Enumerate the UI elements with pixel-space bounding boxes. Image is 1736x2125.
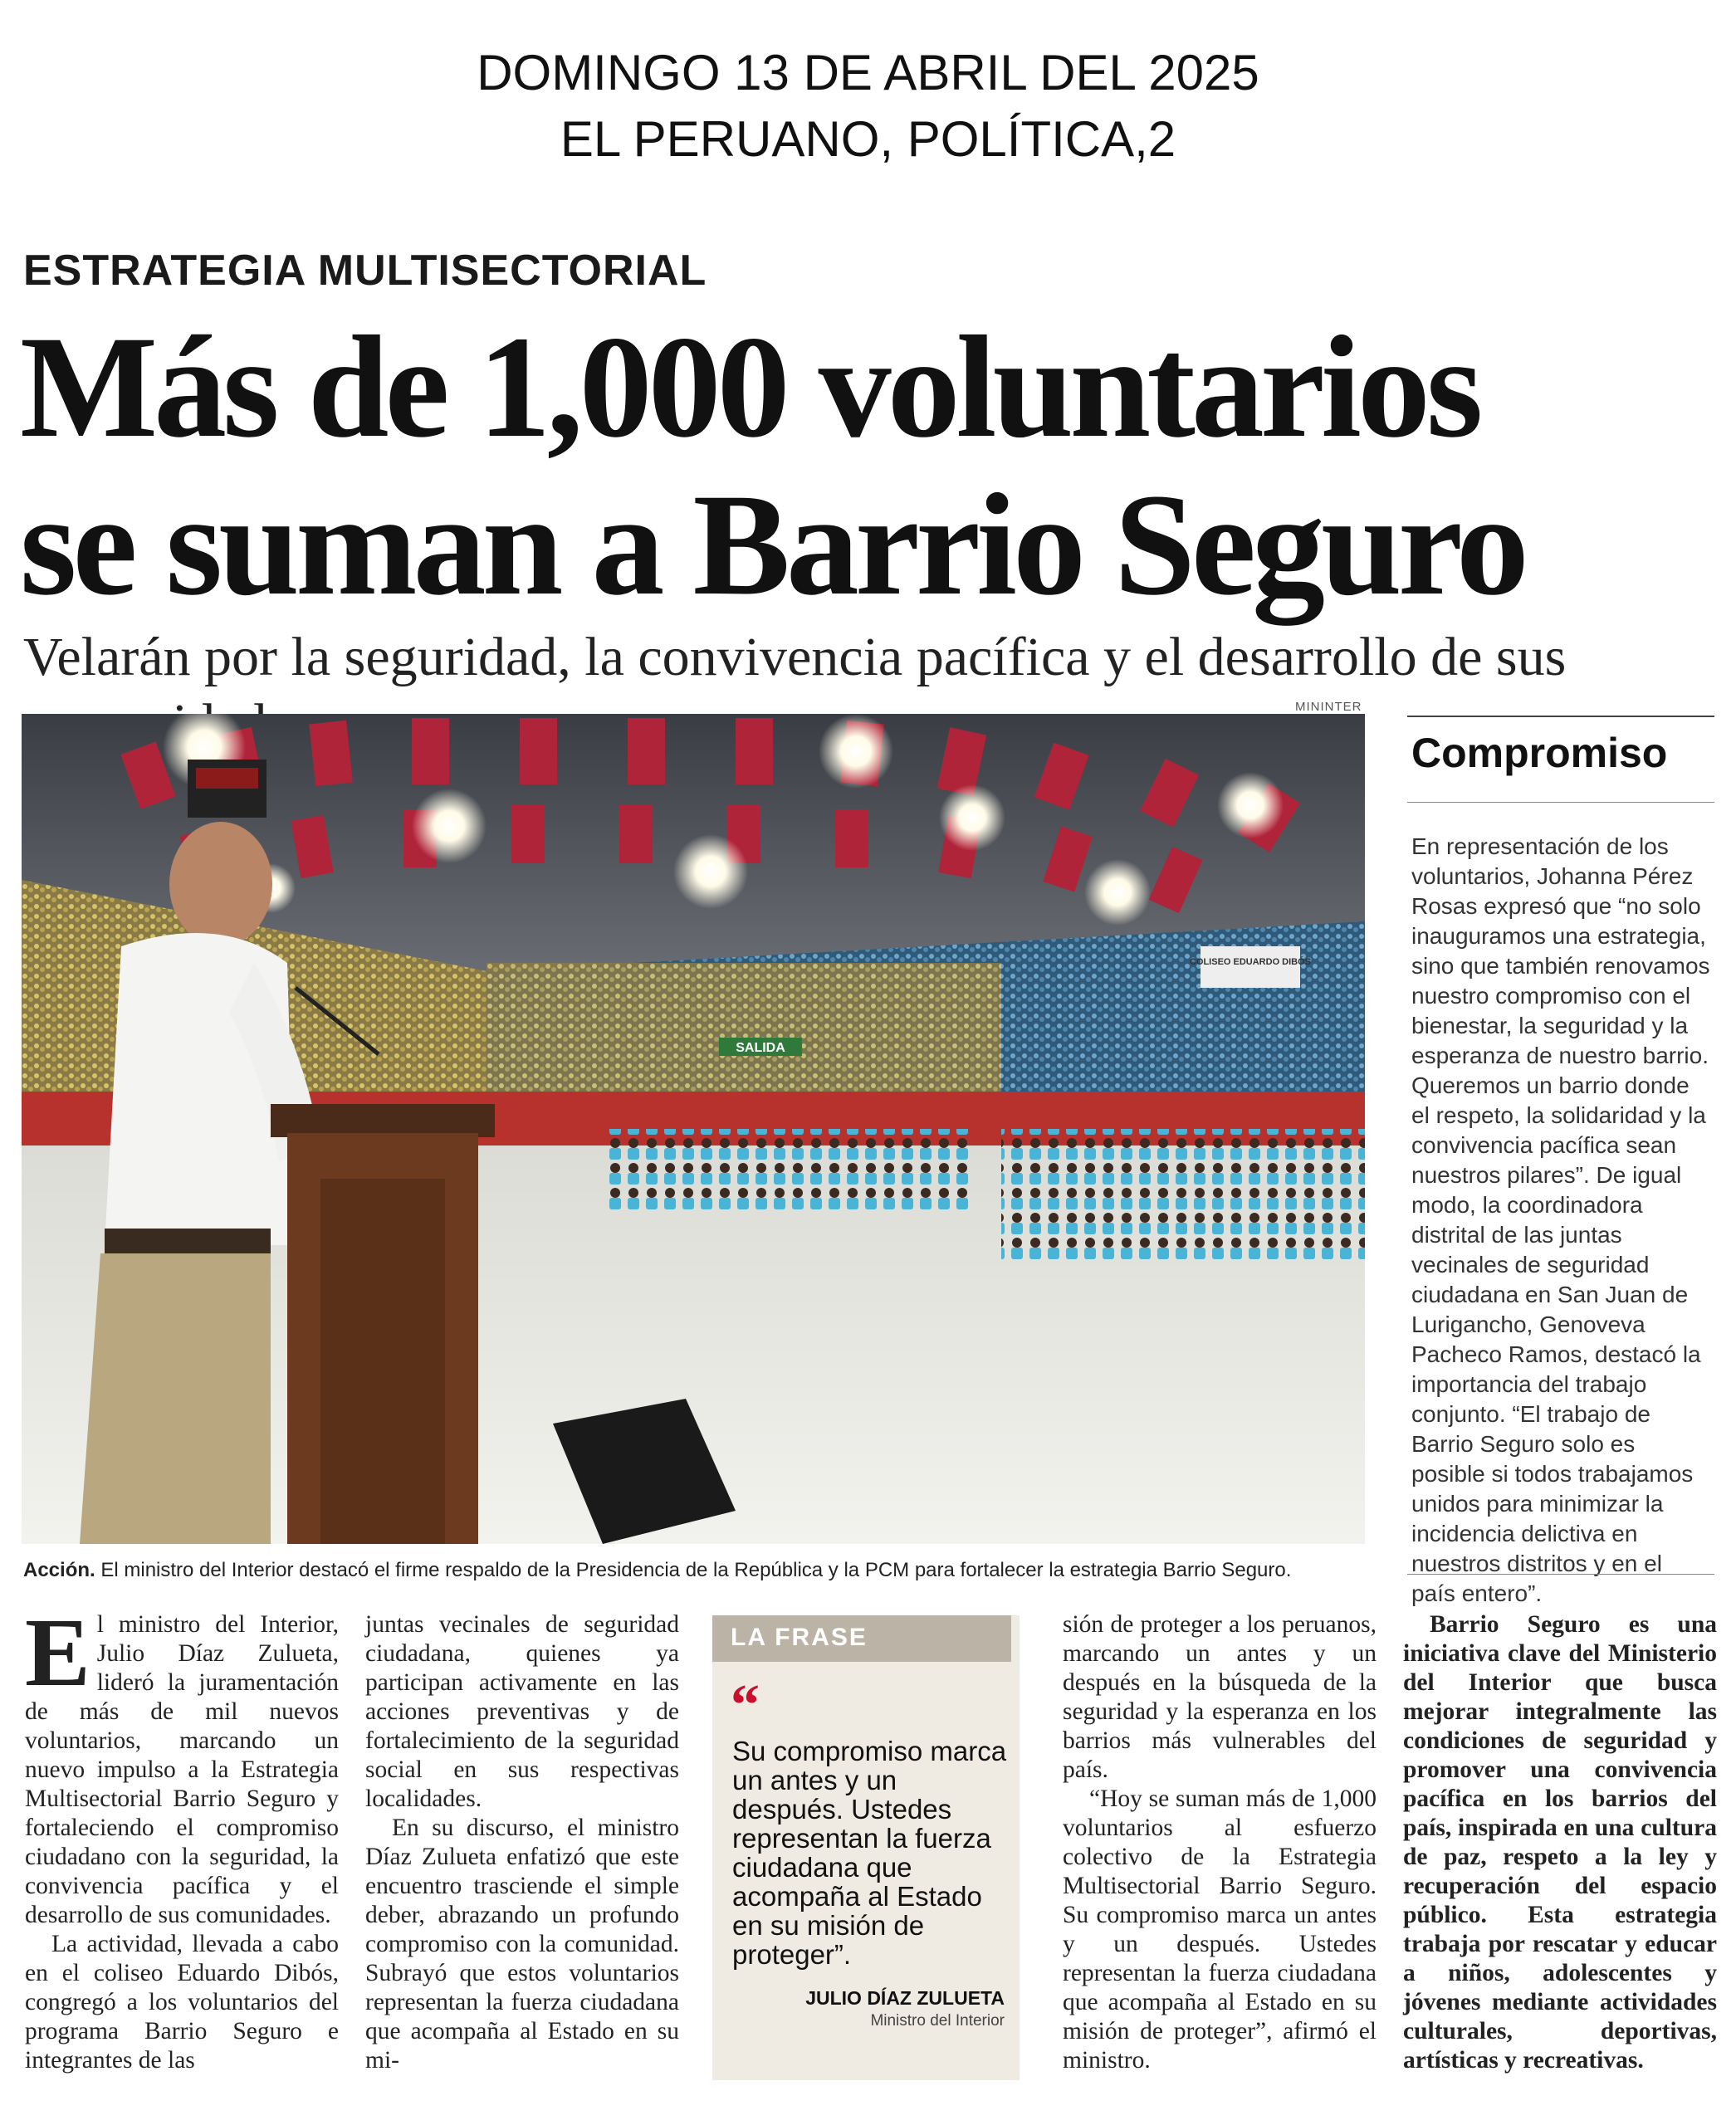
paragraph-text: l ministro del Interior, Julio Díaz Zulueta, lideró la juramentación de más de mil nuevos voluntarios, marcando un nuevo impulso a la Estrategia Multisectorial Barrio Seguro y fortaleciendo el compromiso ciudadano con la seguridad, la convivencia pacífica y el desarrollo de sus comunidades. (25, 1611, 339, 1928)
exit-sign-label: SALIDA (736, 1041, 785, 1055)
article-paragraph: Barrio Seguro es una iniciativa clave del Ministerio del Interior que busca mejorar integralmente las condiciones de seguridad y promover una convivencia pacífica en los barrios del país, inspirada en una cultura de paz, respeto a la ley y recuperación del espacio público. Esta estrategia trabaja por rescatar y educar a niños, adolescentes y jóvenes mediante actividades culturales, deportivas, artísticas y recreativas. (1403, 1611, 1717, 2074)
sidebar-bottom-rule (1407, 1574, 1714, 1575)
dateline-date: DOMINGO 13 DE ABRIL DEL 2025 (477, 45, 1259, 100)
article-paragraph: La actividad, llevada a cabo en el coliseo Eduardo Dibós, congregó a los voluntarios del programa Barrio Seguro e integrantes de las (25, 1931, 339, 2074)
caption-text: El ministro del Interior destacó el firme respaldo de la Presidencia de la República y la PCM para fortalecer la estrategia Barrio Seguro. (95, 1559, 1292, 1581)
volunteers-left-block (603, 1129, 968, 1212)
headline-line-1: Más de 1,000 voluntarios (20, 306, 1479, 468)
sidebar-body: En representación de los voluntarios, Johanna Pérez Rosas expresó que “no solo inauguramos una estrategia, sino que también renovamos nuestro compromiso con el bienestar, la seguridad y la esperanza de nuestro barrio. Queremos un barrio donde el respeto, la solidaridad y la convivencia pacífica sean nuestros pilares”. De igual modo, la coordinadora distrital de las juntas vecinales de seguridad ciudadana en San Juan de Lurigancho, Genoveva Pacheco Ramos, destacó la importancia del trabajo conjunto. “El trabajo de Barrio Seguro solo es posible si todos trabajamos unidos para minimizar la incidencia delictiva en nuestros distritos y en el país entero”. (1411, 833, 1710, 1606)
article-headline (20, 306, 1722, 626)
article-kicker: ESTRATEGIA MULTISECTORIAL (23, 247, 707, 295)
article-paragraph: sión de proteger a los peruanos, marcando un antes y un después en la búsqueda de la seguridad y la esperanza en los barrios más vulnerables del país. (1063, 1611, 1377, 1783)
article-paragraph: “Hoy se suman más de 1,000 voluntarios al esfuerzo colectivo de la Estrategia Multisectorial Barrio Seguro. Su compromiso marca un antes y un después. Ustedes representan la fuerza ciudadana que acompaña al Estado en su misión de proteger”, afirmó el ministro. (1063, 1785, 1377, 2074)
sidebar-title: Compromiso (1411, 730, 1668, 776)
headline-line-2: se suman a Barrio Seguro (20, 464, 1525, 626)
drop-cap: E (25, 1598, 90, 1707)
podium (271, 1104, 495, 1544)
event-photo (22, 714, 1365, 1544)
article-column-1 (25, 1598, 339, 2075)
dateline-section: EL PERUANO, POLÍTICA,2 (560, 111, 1176, 167)
volunteers-right-block (1001, 1129, 1365, 1262)
sidebar-title-rule (1407, 802, 1714, 803)
article-column-4 (1403, 1610, 1717, 2075)
article-paragraph: En su discurso, el ministro Díaz Zulueta enfatizó que este encuentro trasciende el simple deber, abrazando un profundo compromiso con la comunidad. Subrayó que estos voluntarios representan la fuerza ciudadana que acompaña al Estado en su mi- (365, 1815, 679, 2074)
article-deck: Velarán por la seguridad, la convivencia pacífica y el desarrollo de sus (23, 627, 1567, 687)
quote-author-role: Ministro del Interior (870, 2012, 1005, 2030)
photo-caption (23, 1557, 1385, 1584)
photo-credit: MININTER (1295, 700, 1362, 714)
article-column-3 (1063, 1610, 1377, 2075)
quote-text: Su compromiso marca un antes y un después. Ustedes representan la fuerza ciudadana que acompaña al Estado en su misión de proteger”. (732, 1736, 1007, 1970)
coliseum-scene-illustration (22, 714, 1365, 1544)
coliseum-sign-label: COLISEO EDUARDO DIBÓS (1189, 957, 1312, 967)
article-column-2 (365, 1610, 679, 2075)
quote-label: LA FRASE (731, 1624, 868, 1651)
quote-marks-icon: “ (731, 1673, 760, 1737)
dateline (0, 40, 1736, 173)
sidebar-top-rule (1407, 716, 1714, 717)
article-paragraph: juntas vecinales de seguridad ciudadana, quienes ya participan activamente en las acciones preventivas y de fortalecimiento de la seguridad social en sus respectivas localidades. (365, 1611, 679, 1812)
quote-author: JULIO DÍAZ ZULUETA (805, 1987, 1005, 2009)
caption-lead: Acción. (23, 1559, 95, 1581)
article-paragraph (25, 1598, 339, 1930)
